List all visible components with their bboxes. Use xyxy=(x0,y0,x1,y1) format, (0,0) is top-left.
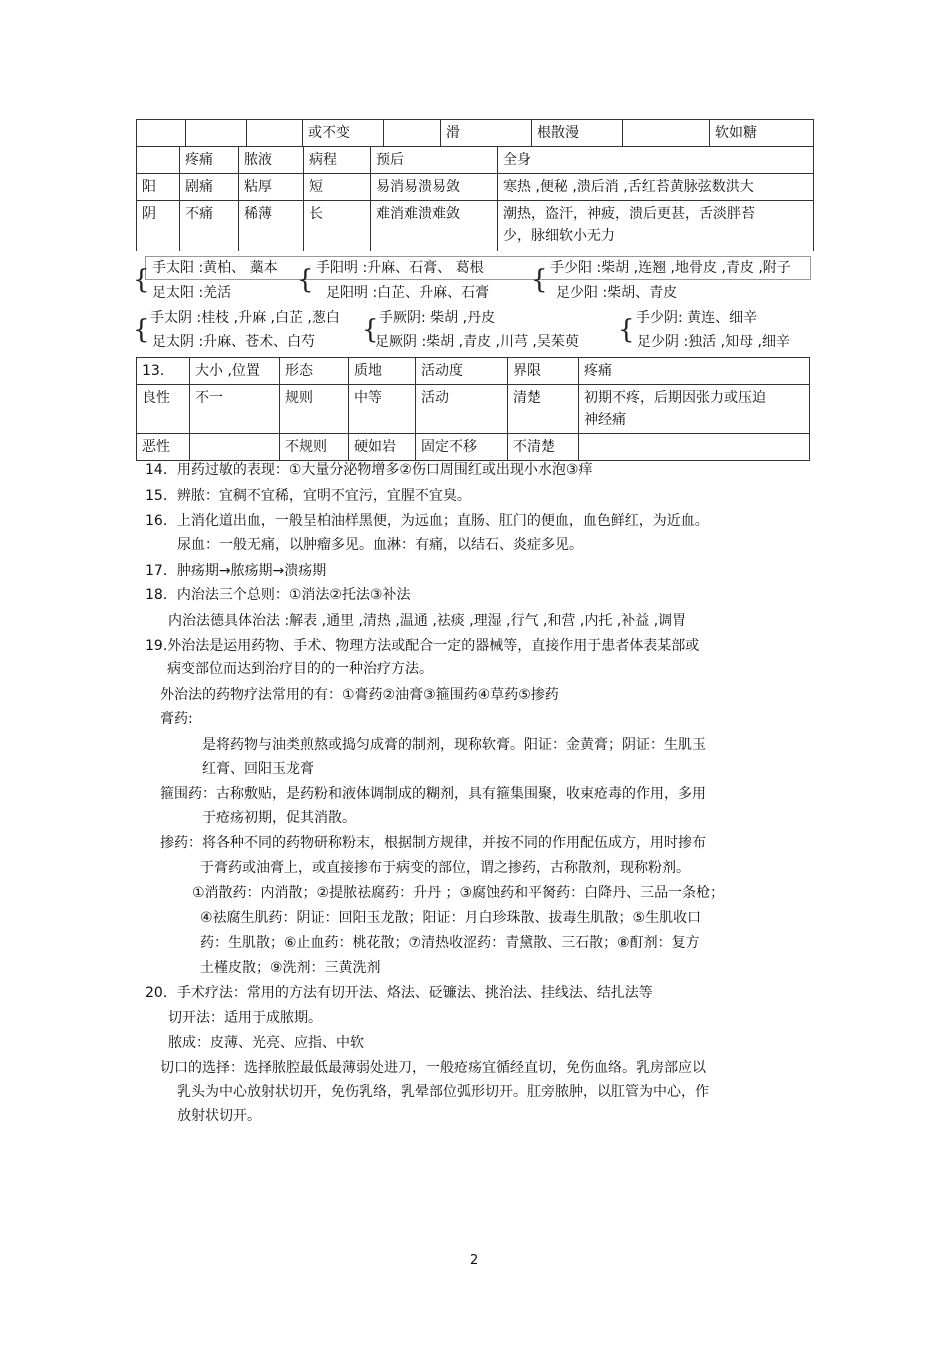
table-cell: 软如糖 xyxy=(710,120,814,147)
text-line: 19.外治法是运用药物、手术、物理方法或配合一定的器械等，直接作用于患者体表某部或 xyxy=(145,638,700,654)
table-cell xyxy=(579,385,810,434)
text-line: 土槿皮散；⑨洗剂：三黄洗剂 xyxy=(200,960,381,976)
table-cell: 规则 xyxy=(280,385,349,434)
meridian-entry: 手太阴 :桂枝 ,升麻 ,白芷 ,葱白 xyxy=(150,310,340,326)
header-cell: 大小 ,位置 xyxy=(190,358,280,385)
header-cell: 形态 xyxy=(280,358,349,385)
text-line: 膏药: xyxy=(160,711,193,727)
table-row xyxy=(137,434,810,461)
table-cell: 长 xyxy=(304,201,371,252)
table-cell: 易消易溃易敛 xyxy=(371,174,498,201)
table-cell: 清楚 xyxy=(508,385,579,434)
text-line: 尿血：一般无痛，以肿瘤多见。血淋：有痛，以结石、炎症多见。 xyxy=(177,537,583,553)
header-cell: 脓液 xyxy=(239,147,304,174)
cell-line: 神经痛 xyxy=(584,412,626,428)
table-header-row xyxy=(137,147,814,174)
text-line: 于膏药或油膏上，或直接掺布于病变的部位，谓之掺药，古称散剂，现称粉剂。 xyxy=(200,860,690,876)
meridian-entry: 足太阴 :升麻、苍术、白芍 xyxy=(152,334,316,350)
text-line: 是将药物与油类煎熬或捣匀成膏的制剂，现称软膏。阳证：金黄膏；阴证：生肌玉 xyxy=(202,737,706,753)
text-line: 箍围药：古称敷贴，是药粉和液体调制成的糊剂，具有箍集围聚，收束疮毒的作用，多用 xyxy=(160,786,706,802)
text-line: 15．辨脓：宜稠不宜稀，宜明不宜污，宜腥不宜臭。 xyxy=(145,488,471,504)
table-cell xyxy=(247,120,303,147)
text-line: 14．用药过敏的表现：①大量分泌物增多②伤口周围红或出现小水泡③痒 xyxy=(145,462,593,478)
text-line: 20．手术疗法：常用的方法有切开法、烙法、砭镰法、挑治法、挂线法、结扎法等 xyxy=(145,985,653,1001)
table-cell xyxy=(137,120,186,147)
table-row xyxy=(137,385,810,434)
table-cell: 硬如岩 xyxy=(349,434,416,461)
text-line: ①消散药：内消散；②提脓祛腐药：升丹 ；③腐蚀药和平胬药：白降丹、三品一条枪； xyxy=(192,885,725,901)
header-cell: 全身 xyxy=(498,147,814,174)
table-cell xyxy=(579,434,810,461)
table-cell: 短 xyxy=(304,174,371,201)
meridian-entry: 足少阴 :独活 ,知母 ,细辛 xyxy=(637,334,790,350)
text-line: 红膏、回阳玉龙膏 xyxy=(202,761,314,777)
table-row xyxy=(137,174,814,201)
header-cell: 疼痛 xyxy=(579,358,810,385)
table-cell: 不规则 xyxy=(280,434,349,461)
table-cell: 剧痛 xyxy=(180,174,239,201)
text-line: 外治法的药物疗法常用的有：①膏药②油膏③箍围药④草药⑤掺药 xyxy=(160,687,559,703)
header-cell: 预后 xyxy=(371,147,498,174)
header-cell: 活动度 xyxy=(416,358,508,385)
header-cell: 界限 xyxy=(508,358,579,385)
text-line: 切口的选择：选择脓腔最低最薄弱处进刀，一般疮疡宜循经直切，免伤血络。乳房部应以 xyxy=(160,1060,706,1076)
text-line: 脓成：皮薄、光亮、应指、中软 xyxy=(168,1035,364,1051)
table-row xyxy=(137,201,814,252)
meridian-entry: 足阳明 :白芷、升麻、石膏 xyxy=(326,285,490,301)
brace-icon: { xyxy=(133,315,150,345)
yin-yang-table xyxy=(136,119,814,147)
table-cell xyxy=(623,120,710,147)
meridian-entry: 足太阳 :羌活 xyxy=(152,285,232,301)
table-cell xyxy=(186,120,247,147)
meridian-entry: 手少阳 :柴胡 ,连翘 ,地骨皮 ,青皮 ,附子 xyxy=(550,260,791,276)
yin-yang-table-lower xyxy=(136,146,814,251)
brace-icon: { xyxy=(362,315,379,345)
table-cell: 或不变 xyxy=(303,120,384,147)
table-cell: 寒热 ,便秘 ,溃后消 ,舌红苔黄脉弦数洪大 xyxy=(498,174,814,201)
cell-line: 少，脉细软小无力 xyxy=(503,228,615,244)
table-cell xyxy=(190,434,280,461)
text-line: 内治法德具体治法 :解表 ,通里 ,清热 ,温通 ,祛痰 ,理湿 ,行气 ,和营 ,内托 ,补益 ,调胃 xyxy=(168,613,687,629)
table-row xyxy=(137,120,814,147)
table-cell: 恶性 xyxy=(137,434,190,461)
text-line: 乳头为中心放射状切开，免伤乳络，乳晕部位弧形切开。肛旁脓肿，以肛管为中心，作 xyxy=(177,1084,709,1100)
brace-icon: { xyxy=(531,265,548,295)
text-line: 掺药：将各种不同的药物研称粉末，根据制方规律，并按不同的作用配伍成方，用时掺布 xyxy=(160,835,706,851)
table-cell: 活动 xyxy=(416,385,508,434)
text-line: 18．内治法三个总则：①消法②托法③补法 xyxy=(145,587,411,603)
header-cell: 13. xyxy=(137,358,190,385)
tumor-table xyxy=(136,357,810,461)
table-cell: 不一 xyxy=(190,385,280,434)
table-cell xyxy=(498,201,814,252)
header-cell xyxy=(137,147,180,174)
table-cell: 滑 xyxy=(441,120,532,147)
table-cell: 难消难溃难敛 xyxy=(371,201,498,252)
table-cell: 不痛 xyxy=(180,201,239,252)
table-cell: 稀薄 xyxy=(239,201,304,252)
text-line: 17．肿疡期→脓疡期→溃疡期 xyxy=(145,563,327,579)
brace-icon: { xyxy=(297,265,314,295)
table-cell: 中等 xyxy=(349,385,416,434)
meridian-entry: 手太阳 :黄柏、 藁本 xyxy=(152,260,278,276)
text-line: ④祛腐生肌药：阴证：回阳玉龙散；阳证：月白珍珠散、拔毒生肌散；⑤生肌收口 xyxy=(200,910,702,926)
brace-icon: { xyxy=(618,315,635,345)
meridian-entry: 手阳明 :升麻、石膏、 葛根 xyxy=(316,260,484,276)
text-line: 切开法：适用于成脓期。 xyxy=(168,1010,322,1026)
cell-line: 潮热，盗汗，神疲，溃后更甚，舌淡胖苔 xyxy=(503,206,755,222)
text-line: 药：生肌散；⑥止血药：桃花散；⑦清热收涩药：青黛散、三石散；⑧酊剂：复方 xyxy=(200,935,700,951)
table-cell: 根散漫 xyxy=(532,120,623,147)
header-cell: 病程 xyxy=(304,147,371,174)
table-cell: 良性 xyxy=(137,385,190,434)
table-cell: 阳 xyxy=(137,174,180,201)
table-cell: 粘厚 xyxy=(239,174,304,201)
header-cell: 疼痛 xyxy=(180,147,239,174)
meridian-entry: 足厥阴 :柴胡 ,青皮 ,川芎 ,吴茱萸 xyxy=(375,334,579,350)
meridian-entry: 手厥阴: 柴胡 ,丹皮 xyxy=(379,310,496,326)
brace-icon: { xyxy=(133,265,150,295)
meridian-entry: 手少阴: 黄连、细辛 xyxy=(636,310,758,326)
text-line: 放射状切开。 xyxy=(177,1108,261,1124)
page-number: 2 xyxy=(470,1253,479,1268)
text-line: 16．上消化道出血，一般呈柏油样黑便，为远血；直肠、肛门的便血，血色鲜红，为近血。 xyxy=(145,513,709,529)
header-cell: 质地 xyxy=(349,358,416,385)
table-cell: 阴 xyxy=(137,201,180,252)
table-cell: 固定不移 xyxy=(416,434,508,461)
table-cell xyxy=(384,120,441,147)
text-line: 病变部位而达到治疗目的的一种治疗方法。 xyxy=(167,661,433,677)
cell-line: 初期不疼，后期因张力或压迫 xyxy=(584,390,766,406)
table-cell: 不清楚 xyxy=(508,434,579,461)
table-header-row xyxy=(137,358,810,385)
text-line: 于疮疡初期，促其消散。 xyxy=(202,810,356,826)
meridian-entry: 足少阳 :柴胡、青皮 xyxy=(556,285,678,301)
